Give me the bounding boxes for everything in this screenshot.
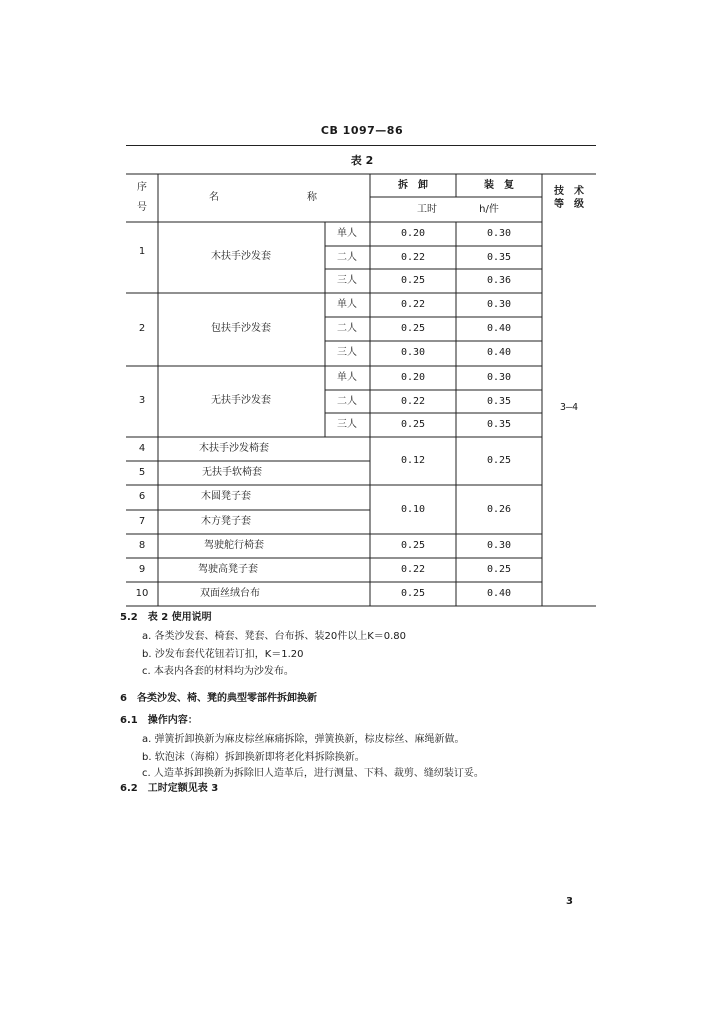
row-no-6: 6 xyxy=(138,491,146,502)
section-6-title: 6 各类沙发、椅、凳的典型零部件拆卸换新 xyxy=(120,693,317,704)
asm-value: 0.35 xyxy=(486,252,512,263)
note-6-1-b: b. 软泡沫（海棉）拆卸换新即将老化料拆除换新。 xyxy=(142,752,365,763)
dis-value: 0.20 xyxy=(400,372,426,383)
type-cell: 单人 xyxy=(337,299,357,310)
type-cell: 二人 xyxy=(337,396,357,407)
section-5-2-title: 5.2 表 2 使用说明 xyxy=(120,612,212,623)
header-unit-b: h/件 xyxy=(479,204,499,215)
dis-value: 0.22 xyxy=(400,299,426,310)
type-cell: 二人 xyxy=(337,323,357,334)
row-no-2: 2 xyxy=(138,323,146,334)
row-no-10: 10 xyxy=(135,588,149,599)
dis-value-row-10: 0.25 xyxy=(400,588,426,599)
row-no-9: 9 xyxy=(138,564,146,575)
asm-value: 0.30 xyxy=(486,228,512,239)
dis-value: 0.25 xyxy=(400,419,426,430)
note-6-1-a: a. 弹簧折卸换新为麻皮棕丝麻痛拆除，弹簧换新，棕皮棕丝、麻绳新做。 xyxy=(142,734,465,745)
asm-value-row-9: 0.25 xyxy=(486,564,512,575)
row-no-1: 1 xyxy=(138,246,146,257)
section-6-1-title: 6.1 操作内容： xyxy=(120,715,198,726)
asm-value: 0.40 xyxy=(486,347,512,358)
header-name-a: 名 xyxy=(209,192,219,203)
type-cell: 单人 xyxy=(337,228,357,239)
dis-value-rows-6-7: 0.10 xyxy=(400,504,426,515)
asm-value: 0.36 xyxy=(486,275,512,286)
dis-value: 0.25 xyxy=(400,323,426,334)
table-title: 表 2 xyxy=(350,154,374,167)
type-cell: 单人 xyxy=(337,372,357,383)
header-seq-bottom: 号 xyxy=(137,202,147,213)
note-6-1-c: c. 人造革拆卸换新为拆除旧人造革后，进行测量、下料、裁剪、缝纫装订妥。 xyxy=(142,768,484,779)
row-name-3: 无扶手沙发套 xyxy=(211,395,271,406)
row-no-7: 7 xyxy=(138,516,146,527)
asm-value-rows-4-5: 0.25 xyxy=(486,455,512,466)
grade-value: 3—4 xyxy=(559,402,579,413)
row-name-8: 驾驶舵行椅套 xyxy=(204,540,264,551)
note-5-2-c: c. 本表内各套的材料均为沙发布。 xyxy=(142,666,294,677)
dis-value: 0.22 xyxy=(400,396,426,407)
row-name-6: 木圆凳子套 xyxy=(201,491,251,502)
header-grade-line1: 技 术 xyxy=(554,186,584,197)
dis-value-rows-4-5: 0.12 xyxy=(400,455,426,466)
page-number: 3 xyxy=(566,896,573,907)
header-unit-a: 工时 xyxy=(417,204,437,215)
type-cell: 二人 xyxy=(337,252,357,263)
row-no-4: 4 xyxy=(138,443,146,454)
row-name-10: 双面丝绒台布 xyxy=(200,588,260,599)
row-no-3: 3 xyxy=(138,395,146,406)
note-5-2-b: b. 沙发布套代花钮若订扣，K＝1.20 xyxy=(142,649,304,660)
asm-value-row-8: 0.30 xyxy=(486,540,512,551)
asm-value: 0.35 xyxy=(486,396,512,407)
section-6-2-title: 6.2 工时定额见表 3 xyxy=(120,783,219,794)
asm-value: 0.40 xyxy=(486,323,512,334)
asm-value-row-10: 0.40 xyxy=(486,588,512,599)
row-no-5: 5 xyxy=(138,467,146,478)
row-name-1: 木扶手沙发套 xyxy=(211,251,271,262)
note-5-2-a: a. 各类沙发套、椅套、凳套、台布拆、装20件以上K＝0.80 xyxy=(142,631,407,642)
row-name-7: 木方凳子套 xyxy=(201,516,251,527)
row-name-5: 无扶手软椅套 xyxy=(202,467,262,478)
dis-value-row-9: 0.22 xyxy=(400,564,426,575)
row-no-8: 8 xyxy=(138,540,146,551)
asm-value: 0.30 xyxy=(486,372,512,383)
row-name-9: 驾驶高凳子套 xyxy=(198,564,258,575)
dis-value: 0.20 xyxy=(400,228,426,239)
header-disassembly: 拆 卸 xyxy=(398,180,428,191)
dis-value: 0.25 xyxy=(400,275,426,286)
asm-value-rows-6-7: 0.26 xyxy=(486,504,512,515)
type-cell: 三人 xyxy=(337,347,357,358)
header-grade-line2: 等 级 xyxy=(554,199,584,210)
document-header: CB 1097—86 xyxy=(320,124,404,137)
asm-value: 0.35 xyxy=(486,419,512,430)
row-name-4: 木扶手沙发椅套 xyxy=(199,443,269,454)
dis-value: 0.30 xyxy=(400,347,426,358)
dis-value: 0.22 xyxy=(400,252,426,263)
row-name-2: 包扶手沙发套 xyxy=(211,323,271,334)
type-cell: 三人 xyxy=(337,275,357,286)
header-seq-top: 序 xyxy=(137,182,147,193)
header-name-b: 称 xyxy=(307,192,317,203)
type-cell: 三人 xyxy=(337,419,357,430)
dis-value-row-8: 0.25 xyxy=(400,540,426,551)
header-assembly: 装 复 xyxy=(484,180,514,191)
asm-value: 0.30 xyxy=(486,299,512,310)
